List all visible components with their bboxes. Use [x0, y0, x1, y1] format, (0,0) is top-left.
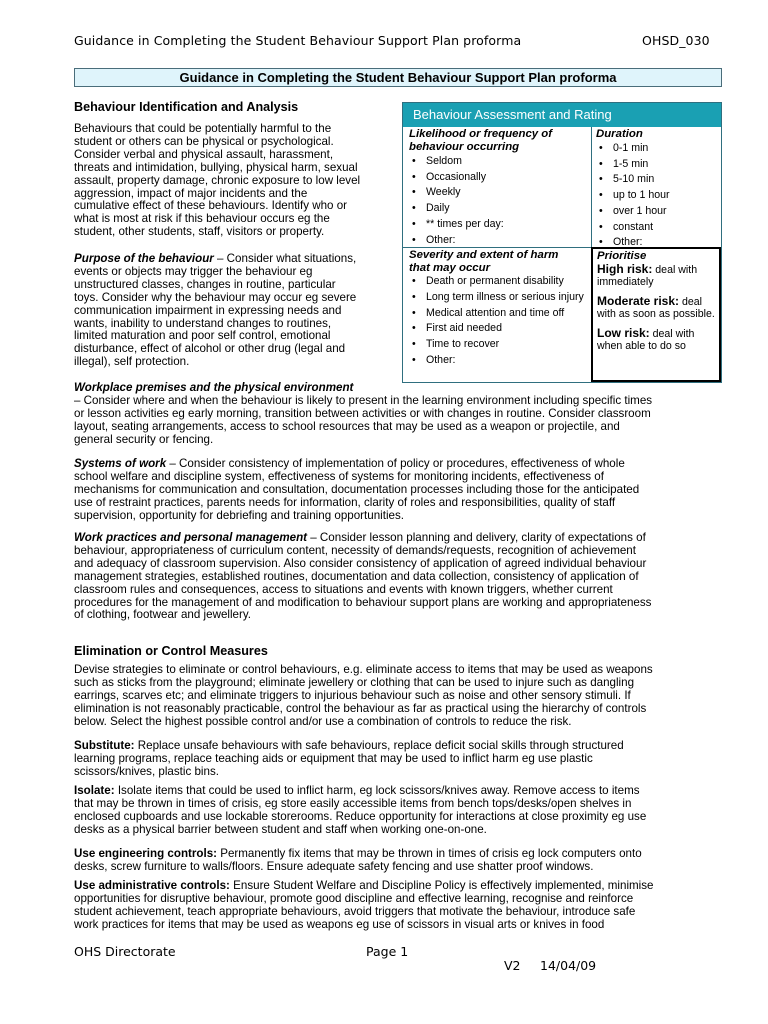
workplace-paragraph: Workplace premises and the physical environment – Consider where and when the behaviour is likely to present in the learning environment including specific times or lesson activities eg early morning, transition between activities or with changes in routine. Consider classroom layout, seating arrangements, access to school resources that may be used as a weapon or projectile, and general security or fencing.: [74, 382, 722, 447]
likelihood-option: • Daily: [409, 201, 589, 217]
likelihood-option: • Weekly: [409, 185, 589, 201]
likelihood-option: • ** times per day:: [409, 217, 589, 233]
severity-option: • Other:: [409, 354, 589, 367]
duration-option: • Other:: [596, 235, 720, 251]
document-code: OHSD_030: [642, 33, 710, 48]
revision-date: 14/04/09: [540, 958, 597, 973]
duration-option: • over 1 hour: [596, 204, 720, 220]
workplace-label: Workplace premises and the physical environment: [74, 381, 354, 394]
administrative-label: Use administrative controls:: [74, 879, 230, 892]
behaviour-assessment-table: [402, 102, 722, 383]
version: V2: [504, 958, 521, 973]
high-risk-label: High risk:: [597, 261, 653, 276]
elimination-heading: Elimination or Control Measures: [74, 644, 268, 658]
likelihood-option: • Occasionally: [409, 170, 589, 186]
likelihood-option: • Seldom: [409, 154, 589, 170]
purpose-label: Purpose of the behaviour: [74, 252, 214, 265]
moderate-risk-label: Moderate risk:: [597, 293, 680, 308]
purpose-paragraph: Purpose of the behaviour – Consider what situations, events or objects may trigger the behaviour eg unstructured classes, changes in routine, particular toys. Consider why the behaviour may occur eg severe communication impairment in expressing needs and wants, inability to understand changes to routines, limited maturation and poor self control, emotional disturbance, effect of alcohol or other drug (legal and illegal), self protection.: [74, 252, 357, 369]
duration-option: • up to 1 hour: [596, 188, 720, 204]
engineering-label: Use engineering controls:: [74, 847, 218, 860]
engineering-paragraph: Use engineering controls: Permanently fix items that may be thrown in times of crisis eg lock computers onto desks, screw furniture to walls/floors. Ensure adequate safety fencing and use shatter proof windows.: [74, 847, 642, 873]
duration-option: • 0-1 min: [596, 141, 720, 157]
substitute-label: Substitute:: [74, 739, 135, 752]
likelihood-cell: Likelihood or frequency of behaviour occurring • Seldom • Occasionally • Weekly • Daily • ** times per day: • Other:: [409, 128, 589, 248]
page-number: Page 1: [366, 944, 409, 959]
severity-option: • Time to recover: [409, 338, 589, 351]
running-header-title: Guidance in Completing the Student Behaviour Support Plan proforma: [74, 33, 522, 48]
identification-heading: Behaviour Identification and Analysis: [74, 100, 299, 114]
isolate-paragraph: Isolate: Isolate items that could be used to inflict harm, eg lock scissors/knives away. Remove access to items that may be thrown in times of crisis, eg store easily accessible items from bench tops/desks/open shelves in enclosed cupboards and use lockable storerooms. Reduce opportunity for interactions at close proximity eg use desks as a physical barrier between student and staff when working one-on-one.: [74, 784, 647, 836]
severity-cell: Severity and extent of harm that may occur • Death or permanent disability • Long term illness or serious injury • Medical attention and time off • First aid needed • Time to recover • Other:: [409, 249, 589, 367]
severity-option: • Death or permanent disability: [409, 275, 589, 288]
prioritise-box: Prioritise High risk: deal with immediately Moderate risk: deal with as soon as possible. Low risk: deal with when able to do so: [591, 247, 721, 382]
severity-option: • First aid needed: [409, 322, 589, 335]
duration-option: • 5-10 min: [596, 172, 720, 188]
elimination-paragraph: Devise strategies to eliminate or control behaviours, e.g. eliminate access to items that may be used as weapons such as sticks from the playground; eliminate jewellery or clothing that can be used to injure such as dangling earrings, scarves etc; and eliminate triggers to injurious behaviour such as noise and other sensory stimuli. If elimination is not reasonably practicable, control the behaviour as far as practical using the hierarchy of controls below. Select the highest possible control and/or use a combination of controls to reduce the risk.: [74, 663, 653, 728]
identification-text: Behaviours that could be potentially harmful to the student or others can be physical or psychological. Consider verbal and physical assault, harassment, threats and intimidation, bullying, physical harm, sexual assault, property damage, chronic exposure to low level aggression, impact of major incidents and the cumulative effect of these behaviours. Identify who or what is most at risk if this behaviour occurs eg the student, other students, staff, visitors or property.: [74, 122, 361, 239]
practices-paragraph: Work practices and personal management – Consider lesson planning and delivery, clarity of expectations of behaviour, appropriateness of curriculum content, necessity of demands/requests, recognition of achievement and adequacy of classroom supervision. Also consider consistency of application of agreed individual behaviour management strategies, established routines, documentation and data collection, consistency of application of classroom rules and consequences, access to situations and events with known triggers, whether current procedures for the management of and modification to behaviour support plans are working and appropriateness of clothing, footwear and jewellery.: [74, 531, 652, 622]
duration-option: • 1-5 min: [596, 157, 720, 173]
substitute-paragraph: Substitute: Replace unsafe behaviours with safe behaviours, replace deficit social skills through structured learning programs, replace teaching aids or equipment that may be used to inflict harm eg use plastic scissors/knives, plastic bins.: [74, 739, 624, 778]
isolate-label: Isolate:: [74, 784, 115, 797]
duration-option: • constant: [596, 220, 720, 236]
document-title: Guidance in Completing the Student Behaviour Support Plan proforma: [74, 68, 722, 87]
systems-paragraph: Systems of work – Consider consistency of implementation of policy or procedures, effectiveness of whole school welfare and discipline system, effectiveness of systems for monitoring incidents, effectiveness of mechanisms for communication and consultation, documentation processes including those for the anticipated use of restraint practices, parents needs for information, clarity of roles and responsibilities, quality of staff supervision, opportunity for debriefing and training opportunities.: [74, 457, 640, 522]
severity-option: • Medical attention and time off: [409, 307, 589, 320]
assessment-table-title: Behaviour Assessment and Rating: [403, 103, 721, 127]
duration-cell: Duration • 0-1 min • 1-5 min • 5-10 min • up to 1 hour • over 1 hour • constant • Other:: [596, 128, 720, 251]
footer-directorate: OHS Directorate: [74, 944, 176, 959]
systems-label: Systems of work: [74, 457, 167, 470]
likelihood-option: • Other:: [409, 233, 589, 249]
low-risk-label: Low risk:: [597, 325, 650, 340]
administrative-paragraph: Use administrative controls: Ensure Student Welfare and Discipline Policy is effectively implemented, minimise opportunities for disruptive behaviour, promote good discipline and effective learning, recognise and reinforce student achievement, teach appropriate behaviours, avoid triggers that motivate the behaviour, introduce safe work practices for items that may be used as weapons eg use of scissors in visual arts or knives in food: [74, 879, 654, 931]
severity-option: • Long term illness or serious injury: [409, 291, 589, 304]
practices-label: Work practices and personal management: [74, 531, 308, 544]
